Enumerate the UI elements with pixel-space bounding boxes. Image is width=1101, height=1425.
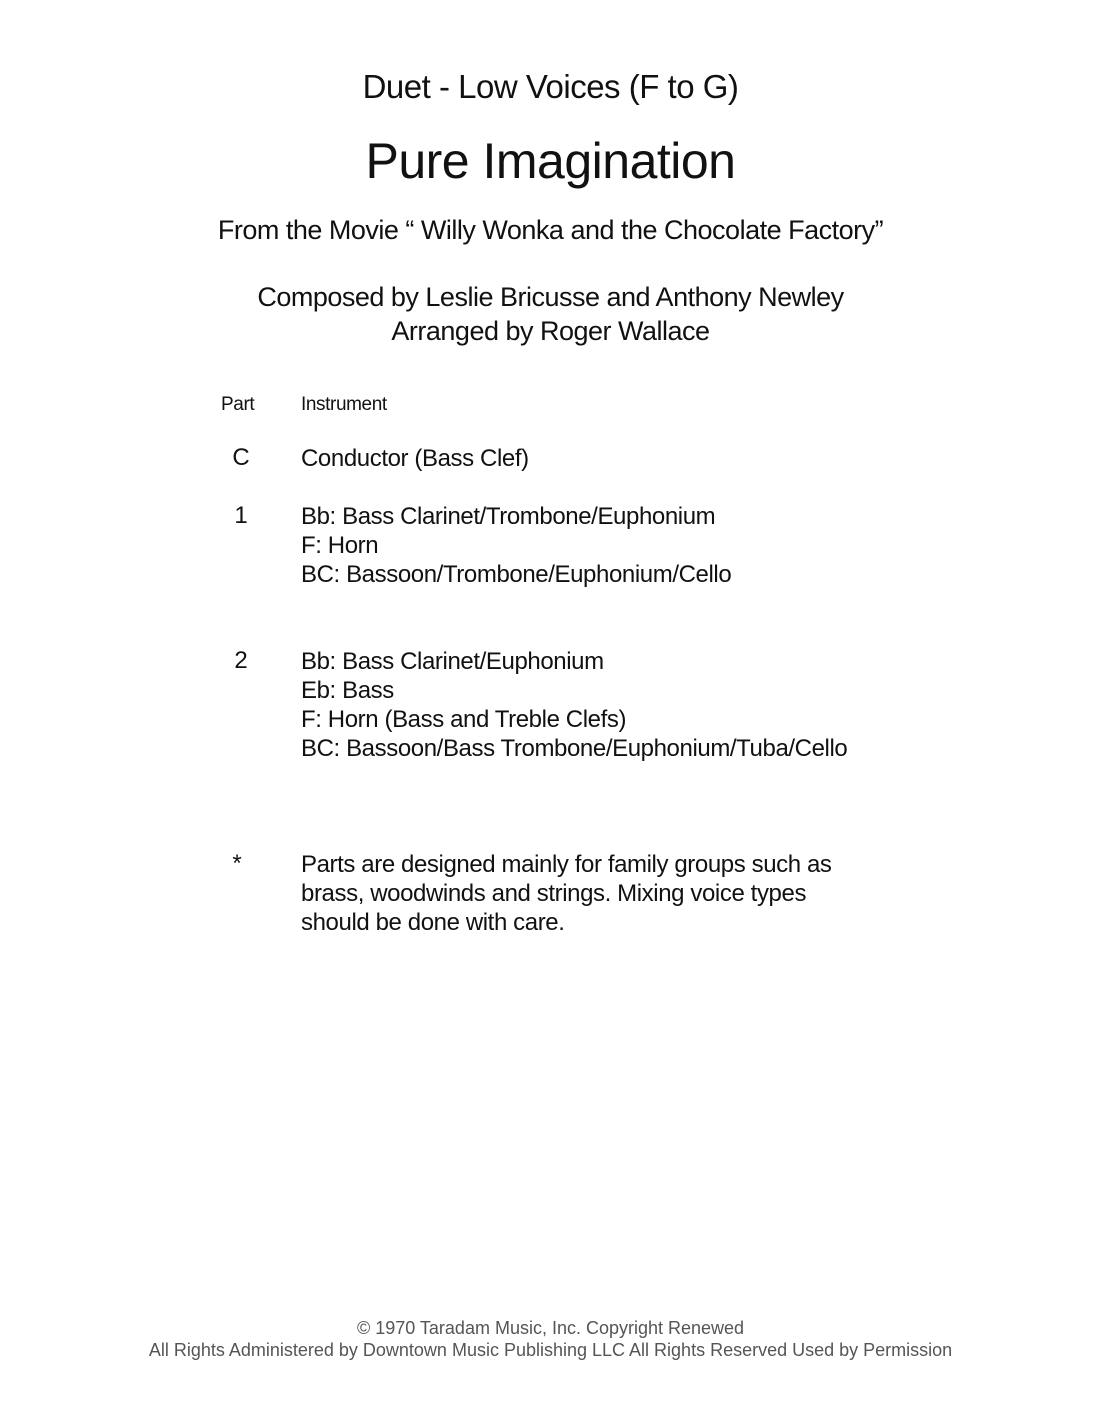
instrument-line: Bb: Bass Clarinet/Euphonium <box>301 648 604 675</box>
arranger-line: Arranged by Roger Wallace <box>391 316 710 346</box>
instrument-list-2 <box>301 647 847 763</box>
column-header-part: Part <box>221 394 255 415</box>
instrument-line: F: Horn <box>301 532 379 559</box>
note-line: Parts are designed mainly for family groups such as <box>301 851 832 878</box>
part-label-2: 2 <box>234 647 248 674</box>
copyright-line: © 1970 Taradam Music, Inc. Copyright Renewed <box>356 1318 745 1338</box>
instrument-line: Bb: Bass Clarinet/Trombone/Euphonium <box>301 503 716 530</box>
note-text <box>301 850 832 937</box>
instrument-line: F: Horn (Bass and Treble Clefs) <box>301 706 627 733</box>
instrument-list-c <box>301 444 529 473</box>
instrument-line: Conductor (Bass Clef) <box>301 445 529 472</box>
instrument-line: BC: Bassoon/Bass Trombone/Euphonium/Tuba/Cello <box>301 735 848 762</box>
note-line: brass, woodwinds and strings. Mixing voice types <box>301 880 807 907</box>
part-label-1: 1 <box>234 502 248 529</box>
instrument-list-1 <box>301 502 731 589</box>
instrument-line: Eb: Bass <box>301 677 394 704</box>
rights-line: All Rights Administered by Downtown Music Publishing LLC All Rights Reserved Used by Permission <box>148 1340 953 1360</box>
note-line: should be done with care. <box>301 909 565 936</box>
column-header-instrument: Instrument <box>301 394 387 415</box>
note-marker: * <box>232 850 242 877</box>
page-title: Pure Imagination <box>365 133 736 189</box>
part-label-c: C <box>232 444 250 471</box>
page-subtitle: Duet - Low Voices (F to G) <box>362 68 739 105</box>
source-line: From the Movie “ Willy Wonka and the Chocolate Factory” <box>217 215 884 245</box>
instrument-line: BC: Bassoon/Trombone/Euphonium/Cello <box>301 561 732 588</box>
composer-line: Composed by Leslie Bricusse and Anthony Newley <box>257 282 844 312</box>
